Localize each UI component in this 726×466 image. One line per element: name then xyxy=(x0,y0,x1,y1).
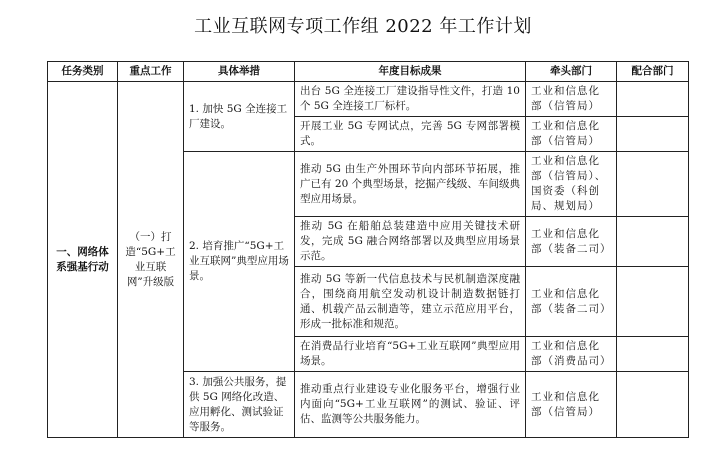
target-cell: 推动 5G 由生产外围环节向内部环节拓展，推广已有 20 个典型场景，挖掘产线级、车间级典型应用场景。 xyxy=(295,152,526,217)
lead-dept-cell: 工业和信息化部（信管局） xyxy=(526,372,617,438)
coop-dept-cell xyxy=(617,267,689,337)
category-cell: 一、网络体系强基行动 xyxy=(48,82,118,438)
lead-dept-cell: 工业和信息化部（信管局） xyxy=(526,82,617,117)
measure-cell: 1. 加快 5G 全连接工厂建设。 xyxy=(184,82,295,152)
target-cell: 推动重点行业建设专业化服务平台，增强行业内面向“5G+工业互联网”的测试、验证、评估、监测等公共服务能力。 xyxy=(295,372,526,438)
table-header-row xyxy=(48,62,689,82)
lead-dept-cell: 工业和信息化部（消费品司） xyxy=(526,337,617,372)
header-coop-dept: 配合部门 xyxy=(617,62,689,82)
header-lead-dept: 牵头部门 xyxy=(526,62,617,82)
key-work-cell: （一）打造“5G+工业互联网”升级版 xyxy=(118,82,184,438)
lead-dept-cell: 工业和信息化部（信管局）、国资委（科创局、规划局） xyxy=(526,152,617,217)
coop-dept-cell xyxy=(617,337,689,372)
coop-dept-cell xyxy=(617,152,689,217)
document-title: 工业互联网专项工作组 2022 年工作计划 xyxy=(194,16,532,37)
header-key-work: 重点工作 xyxy=(118,62,184,82)
measure-cell: 3. 加强公共服务，提供 5G 网络化改造、应用孵化、测试验证等服务。 xyxy=(184,372,295,438)
target-cell: 开展工业 5G 专网试点，完善 5G 专网部署模式。 xyxy=(295,117,526,152)
header-category: 任务类别 xyxy=(48,62,118,82)
coop-dept-cell xyxy=(617,117,689,152)
header-annual-target: 年度目标成果 xyxy=(295,62,526,82)
lead-dept-cell: 工业和信息化部（装备二司） xyxy=(526,217,617,267)
header-measures: 具体举措 xyxy=(184,62,295,82)
coop-dept-cell xyxy=(617,82,689,117)
measure-cell: 2. 培育推广“5G+工业互联网”典型应用场景。 xyxy=(184,152,295,372)
table-row xyxy=(48,82,689,117)
work-plan-table xyxy=(47,61,689,438)
target-cell: 在消费品行业培育“5G+工业互联网”典型应用场景。 xyxy=(295,337,526,372)
coop-dept-cell xyxy=(617,372,689,438)
target-cell: 出台 5G 全连接工厂建设指导性文件，打造 10 个 5G 全连接工厂标杆。 xyxy=(295,82,526,117)
coop-dept-cell xyxy=(617,217,689,267)
lead-dept-cell: 工业和信息化部（装备二司） xyxy=(526,267,617,337)
target-cell: 推动 5G 等新一代信息技术与民机制造深度融合，围绕商用航空发动机设计制造数据链打通、机载产品云制造等，建立示范应用平台，形成一批标准和规范。 xyxy=(295,267,526,337)
target-cell: 推动 5G 在船舶总装建造中应用关键技术研发，完成 5G 融合网络部署以及典型应用场景示范。 xyxy=(295,217,526,267)
lead-dept-cell: 工业和信息化部（信管局） xyxy=(526,117,617,152)
